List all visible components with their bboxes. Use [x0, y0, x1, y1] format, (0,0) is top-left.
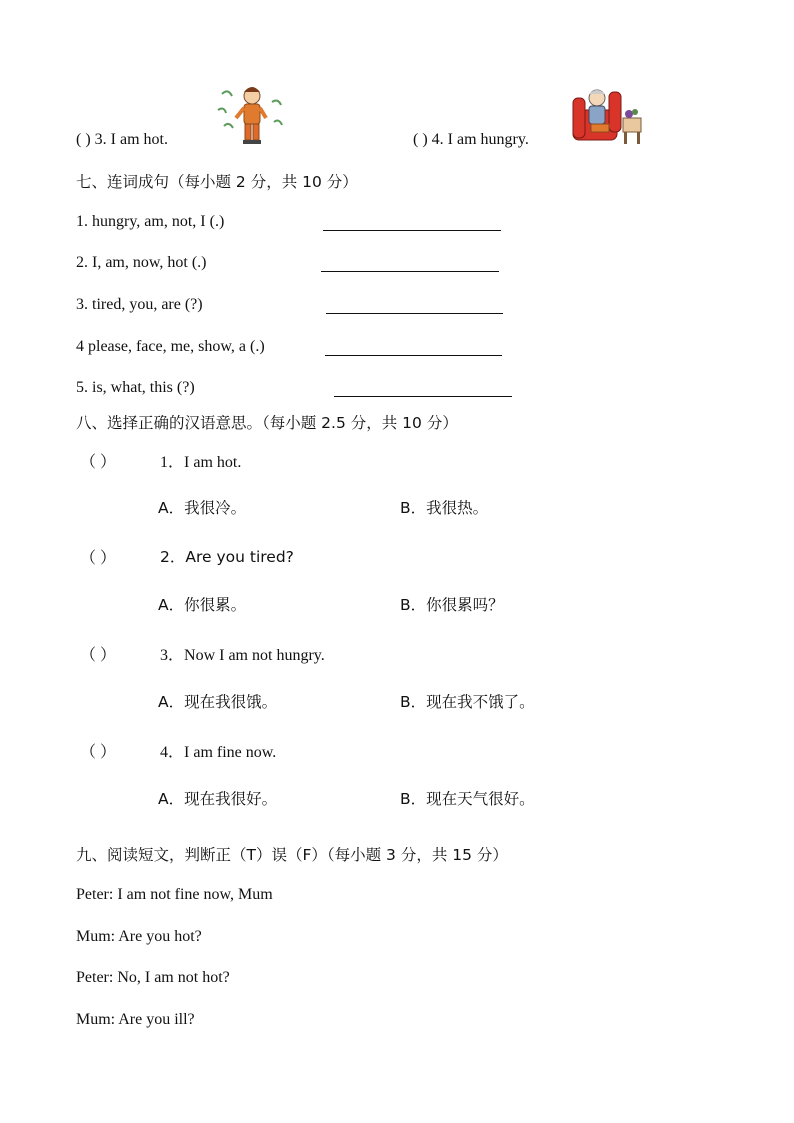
question-text: I am fine now. [184, 744, 277, 761]
choice-question-3 [160, 642, 325, 665]
answer-paren[interactable]: （ ） [80, 744, 117, 761]
answer-paren[interactable]: ( ) [76, 131, 91, 148]
option-a[interactable]: A．现在我很好。 [158, 790, 278, 808]
option-a[interactable]: A．现在我很饿。 [158, 693, 278, 711]
option-b[interactable]: B．现在我不饿了。 [400, 693, 535, 711]
question-4-row [413, 131, 529, 149]
section-7-title: 七、连词成句（每小题 2 分，共 10 分） [76, 173, 358, 191]
answer-paren[interactable]: （ ） [80, 647, 117, 664]
question-text: I am hot. [184, 454, 242, 471]
question-text: 4. I am hungry. [431, 131, 529, 148]
reorder-item-3: 3. tired, you, are (?) [76, 296, 203, 313]
hungry-person-illustration [571, 84, 643, 150]
reorder-item-5: 5. is, what, this (?) [76, 379, 195, 396]
choice-question-2 [160, 545, 294, 567]
question-text: Are you tired? [185, 548, 294, 566]
reorder-item-2: 2. I, am, now, hot (.) [76, 254, 207, 271]
dialogue-line: Mum: Are you hot? [76, 928, 202, 945]
answer-line-3[interactable] [326, 313, 503, 314]
reorder-item-4: 4 please, face, me, show, a (.) [76, 338, 265, 355]
hot-boy-illustration [214, 82, 286, 148]
answer-paren[interactable]: ( ) [413, 131, 428, 148]
dialogue-line: Peter: I am not fine now, Mum [76, 886, 273, 903]
question-text: 3. I am hot. [94, 131, 168, 148]
answer-paren[interactable]: （ ） [80, 454, 117, 471]
question-number: 3． [160, 647, 185, 664]
choice-question-4 [160, 739, 276, 762]
answer-line-1[interactable] [323, 230, 501, 231]
dialogue-line: Peter: No, I am not hot? [76, 969, 230, 986]
question-number: 4． [160, 744, 185, 761]
option-a[interactable]: A．我很冷。 [158, 499, 247, 517]
dialogue-line: Mum: Are you ill? [76, 1011, 195, 1028]
section-9-title: 九、阅读短文，判断正（T）误（F）（每小题 3 分，共 15 分） [76, 846, 508, 864]
option-b[interactable]: B．你很累吗？ [400, 596, 504, 614]
question-number: 2． [160, 548, 186, 566]
answer-line-5[interactable] [334, 396, 512, 397]
answer-line-4[interactable] [325, 355, 502, 356]
option-b[interactable]: B．现在天气很好。 [400, 790, 535, 808]
question-3-row [76, 131, 168, 149]
question-text: Now I am not hungry. [184, 647, 325, 664]
question-number: 1． [160, 454, 185, 471]
option-a[interactable]: A．你很累。 [158, 596, 247, 614]
option-b[interactable]: B．我很热。 [400, 499, 489, 517]
section-8-title: 八、选择正确的汉语意思。（每小题 2.5 分，共 10 分） [76, 414, 458, 432]
choice-question-1 [160, 449, 241, 472]
answer-paren[interactable]: （ ） [80, 550, 117, 567]
answer-line-2[interactable] [321, 271, 499, 272]
reorder-item-1: 1. hungry, am, not, I (.) [76, 213, 225, 230]
